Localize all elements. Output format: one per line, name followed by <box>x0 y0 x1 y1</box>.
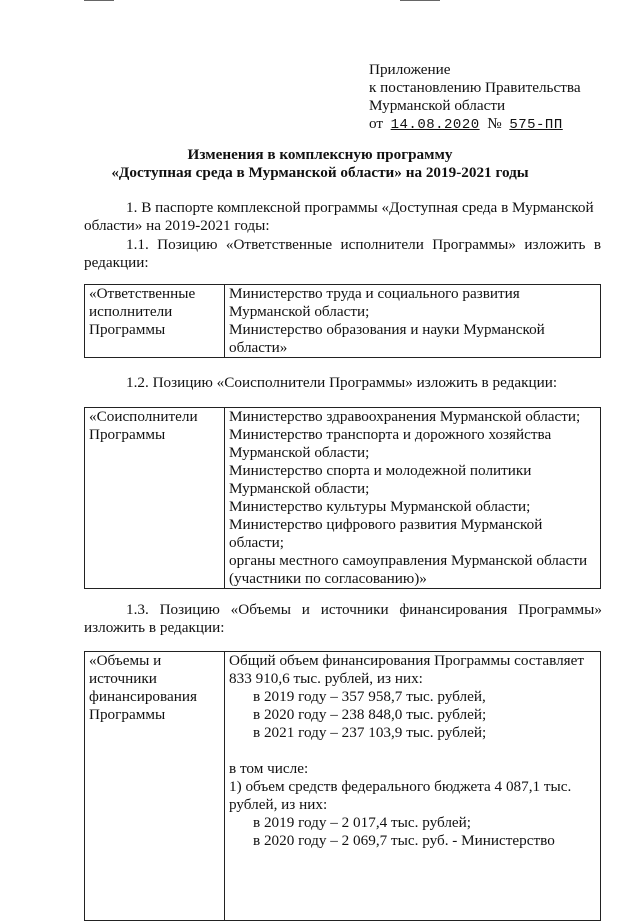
year-amount: в 2021 году – 237 103,9 тыс. рублей; <box>253 724 487 741</box>
federal-budget-line: 1) объем средств федерального бюджета 4 087,1 тыс. <box>229 778 572 795</box>
section-1-1-line: редакции: <box>84 254 149 271</box>
content-line: Министерство труда и социального развития <box>229 285 520 302</box>
table-content-cell <box>225 285 601 358</box>
table-row <box>85 408 601 589</box>
title-line: Изменения в комплексную программу <box>187 146 453 163</box>
table-row <box>85 652 601 921</box>
section-1-line: области» на 2019-2021 годы: <box>84 217 270 234</box>
section-1-2 <box>84 374 599 392</box>
content-line: Министерство культуры Мурманской области; <box>229 498 531 515</box>
table-content-cell <box>225 408 601 589</box>
table-label-cell <box>85 285 225 358</box>
content-line: органы местного самоуправления Мурманской области <box>229 552 588 569</box>
label-line: «Ответственные <box>89 285 196 302</box>
content-line: Министерство транспорта и дорожного хозяйства <box>229 426 552 443</box>
label-line: исполнители <box>89 303 173 320</box>
content-line: Мурманской области; <box>229 444 370 461</box>
label-line: финансирования <box>89 688 197 705</box>
appendix-header <box>369 61 639 134</box>
content-line: Министерство здравоохранения Мурманской области; <box>229 408 581 425</box>
section-1-1-line: 1.1. Позицию «Ответственные исполнители Программы» изложить в <box>126 236 602 253</box>
spacer <box>229 742 596 760</box>
date-prefix: от <box>369 115 384 132</box>
section-1-3-line: изложить в редакции: <box>84 619 225 636</box>
appendix-date-line <box>369 115 639 134</box>
section-1-line: 1. В паспорте комплексной программы «Доступная среда в Мурманской <box>126 199 594 216</box>
federal-budget-line: рублей, из них: <box>229 796 328 813</box>
label-line: Программы <box>89 321 166 338</box>
appendix-line: Мурманской области <box>369 97 506 114</box>
number-sign: № <box>487 115 502 132</box>
content-line: области; <box>229 534 284 551</box>
section-1 <box>84 199 599 235</box>
appendix-line: Приложение <box>369 61 451 78</box>
content-line: Министерство образования и науки Мурманской <box>229 321 545 338</box>
label-line: «Соисполнители <box>89 408 198 425</box>
total-financing-line: 833 910,6 тыс. рублей, из них: <box>229 670 423 687</box>
content-line: Министерство цифрового развития Мурманской <box>229 516 543 533</box>
content-line: области» <box>229 339 288 356</box>
year-amount: в 2020 году – 238 848,0 тыс. рублей; <box>253 706 487 723</box>
section-1-2-line: 1.2. Позицию «Соисполнители Программы» изложить в редакции: <box>126 374 558 391</box>
federal-year-amount: в 2020 году – 2 069,7 тыс. руб. - Министерство <box>253 832 555 849</box>
section-1-3 <box>84 601 602 637</box>
section-1-3-line: 1.3. Позицию «Объемы и источники финансирования Программы» <box>126 601 602 618</box>
label-line: «Объемы и <box>89 652 162 669</box>
content-line: (участники по согласованию)» <box>229 570 427 587</box>
co-executors-table <box>84 407 601 589</box>
year-amount: в 2019 году – 357 958,7 тыс. рублей, <box>253 688 486 705</box>
section-1-1 <box>84 236 602 272</box>
federal-year-amount: в 2019 году – 2 017,4 тыс. рублей; <box>253 814 471 831</box>
table-label-cell <box>85 652 225 921</box>
content-line: Мурманской области; <box>229 480 370 497</box>
table-row <box>85 285 601 358</box>
scan-edge-mark <box>84 0 114 1</box>
scan-edge-mark <box>400 0 440 1</box>
content-line: Мурманской области; <box>229 303 370 320</box>
resolution-number: 575-ПП <box>509 117 563 133</box>
label-line: Программы <box>89 426 166 443</box>
document-title <box>0 146 640 182</box>
total-financing-line: Общий объем финансирования Программы составляет <box>229 652 585 669</box>
table-content-cell <box>225 652 601 921</box>
table-label-cell <box>85 408 225 589</box>
responsible-executors-table <box>84 284 601 358</box>
label-line: Программы <box>89 706 166 723</box>
content-line: Министерство спорта и молодежной политики <box>229 462 532 479</box>
label-line: источники <box>89 670 157 687</box>
including-line: в том числе: <box>229 760 309 777</box>
title-line: «Доступная среда в Мурманской области» на 2019-2021 годы <box>111 164 529 181</box>
appendix-line: к постановлению Правительства <box>369 79 581 96</box>
resolution-date: 14.08.2020 <box>390 117 480 133</box>
financing-table <box>84 651 601 921</box>
